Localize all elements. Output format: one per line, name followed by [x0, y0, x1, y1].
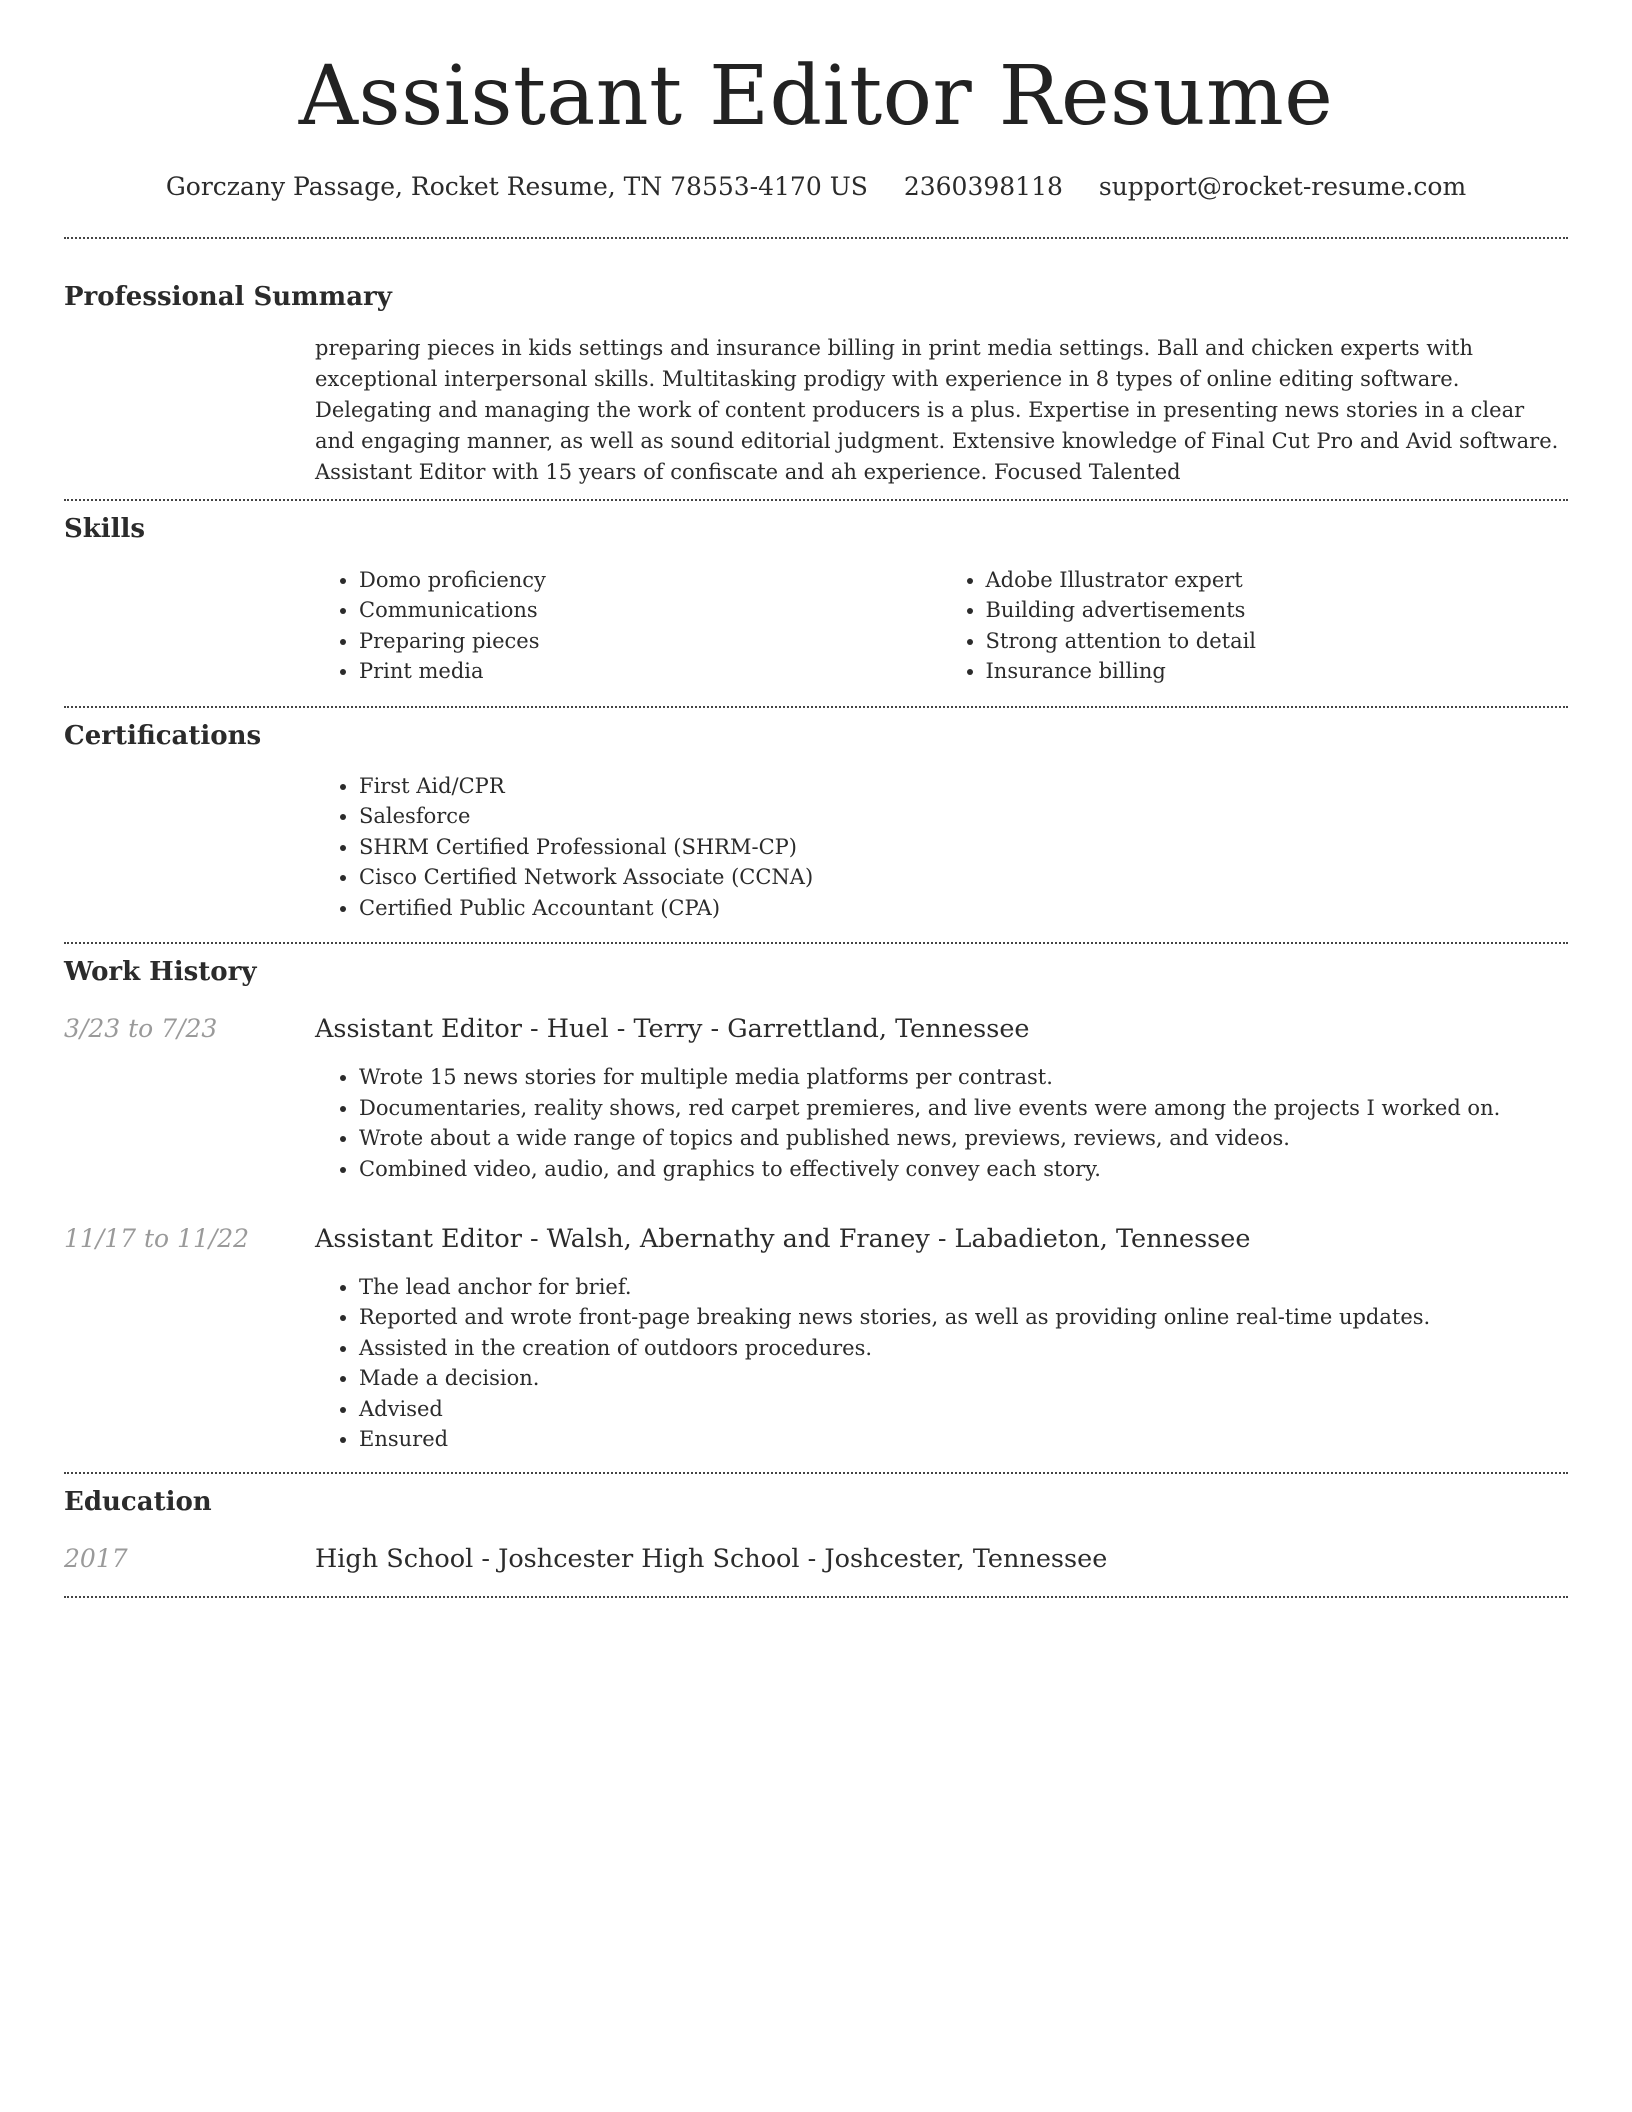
resume-title: Assistant Editor Resume — [298, 49, 1334, 144]
job-title: Assistant Editor - Huel - Terry - Garrettland, Tennessee — [315, 1014, 1030, 1045]
job-bullet: • Wrote about a wide range of topics and published news, previews, reviews, and videos. — [359, 1123, 1568, 1154]
skills-section — [64, 501, 1568, 686]
section-title-certifications: Certifications — [64, 720, 262, 751]
certification-item: • First Aid/CPR — [359, 771, 1568, 802]
education-section — [64, 1474, 1568, 1575]
summary-text: preparing pieces in kids settings and insurance billing in print media settings. Ball and chicken experts with exceptional interpersonal skills. Multitasking prodigy with experience in 8 types of online editing software. Delegating and managing the work of content producers is a plus. Expertise in presenting news stories in a clear and engaging manner, as well as sound editorial judgment. Extensive knowledge of Final Cut Pro and Avid software. Assistant Editor with 15 years of confiscate and ah experience. Focused Talented — [315, 336, 1559, 485]
work-section — [64, 944, 1568, 1454]
certification-item: • Salesforce — [359, 801, 1568, 832]
certifications-section — [64, 708, 1568, 924]
section-title-summary: Professional Summary — [64, 282, 392, 313]
job-bullet: • Combined video, audio, and graphics to effectively convey each story. — [359, 1154, 1568, 1185]
job-entry — [64, 1014, 1568, 1184]
contact-line — [64, 172, 1568, 202]
job-bullet: • Ensured — [359, 1424, 1568, 1455]
job-bullet: • Made a decision. — [359, 1363, 1568, 1394]
contact-address: Gorczany Passage, Rocket Resume, TN 78553-4170 US — [165, 172, 868, 202]
skills-list-right — [942, 565, 1569, 687]
skill-item: • Domo proficiency — [359, 565, 942, 596]
job-title: Assistant Editor - Walsh, Abernathy and Franey - Labadieton, Tennessee — [315, 1224, 1251, 1255]
job-bullet: • Advised — [359, 1394, 1568, 1425]
job-bullet: • Assisted in the creation of outdoors procedures. — [359, 1333, 1568, 1364]
skill-item: • Strong attention to detail — [986, 626, 1569, 657]
job-bullet: • Wrote 15 news stories for multiple media platforms per contrast. — [359, 1062, 1568, 1093]
certification-item: • Cisco Certified Network Associate (CCNA) — [359, 862, 1568, 893]
certification-item: • SHRM Certified Professional (SHRM-CP) — [359, 832, 1568, 863]
section-title-work: Work History — [64, 957, 257, 988]
education-title: High School - Joshcester High School - Joshcester, Tennessee — [315, 1543, 1108, 1574]
skill-item: • Insurance billing — [986, 656, 1569, 687]
section-title-education: Education — [64, 1486, 212, 1517]
skill-item: • Building advertisements — [986, 595, 1569, 626]
contact-email: support@rocket-resume.com — [1098, 172, 1467, 202]
summary-section — [64, 239, 1568, 488]
contact-phone: 2360398118 — [903, 172, 1063, 202]
skill-item: • Preparing pieces — [359, 626, 942, 657]
section-title-skills: Skills — [64, 514, 146, 545]
education-entry — [64, 1544, 1568, 1575]
job-bullet: • Reported and wrote front-page breaking news stories, as well as providing online real-time updates. — [359, 1302, 1568, 1333]
education-year: 2017 — [64, 1543, 128, 1573]
job-bullet: • The lead anchor for brief. — [359, 1272, 1568, 1303]
job-dates: 11/17 to 11/22 — [64, 1224, 250, 1254]
job-bullet: • Documentaries, reality shows, red carpet premieres, and live events were among the projects I worked on. — [359, 1093, 1568, 1124]
skill-item: • Adobe Illustrator expert — [986, 565, 1569, 596]
skill-item: • Print media — [359, 656, 942, 687]
skills-list-left — [315, 565, 942, 687]
certifications-list — [315, 771, 1568, 924]
job-bullets — [315, 1272, 1568, 1455]
job-bullets — [315, 1062, 1568, 1184]
job-entry — [64, 1224, 1568, 1455]
divider — [64, 1596, 1568, 1598]
certification-item: • Certified Public Accountant (CPA) — [359, 893, 1568, 924]
job-dates: 3/23 to 7/23 — [64, 1014, 218, 1044]
skill-item: • Communications — [359, 595, 942, 626]
